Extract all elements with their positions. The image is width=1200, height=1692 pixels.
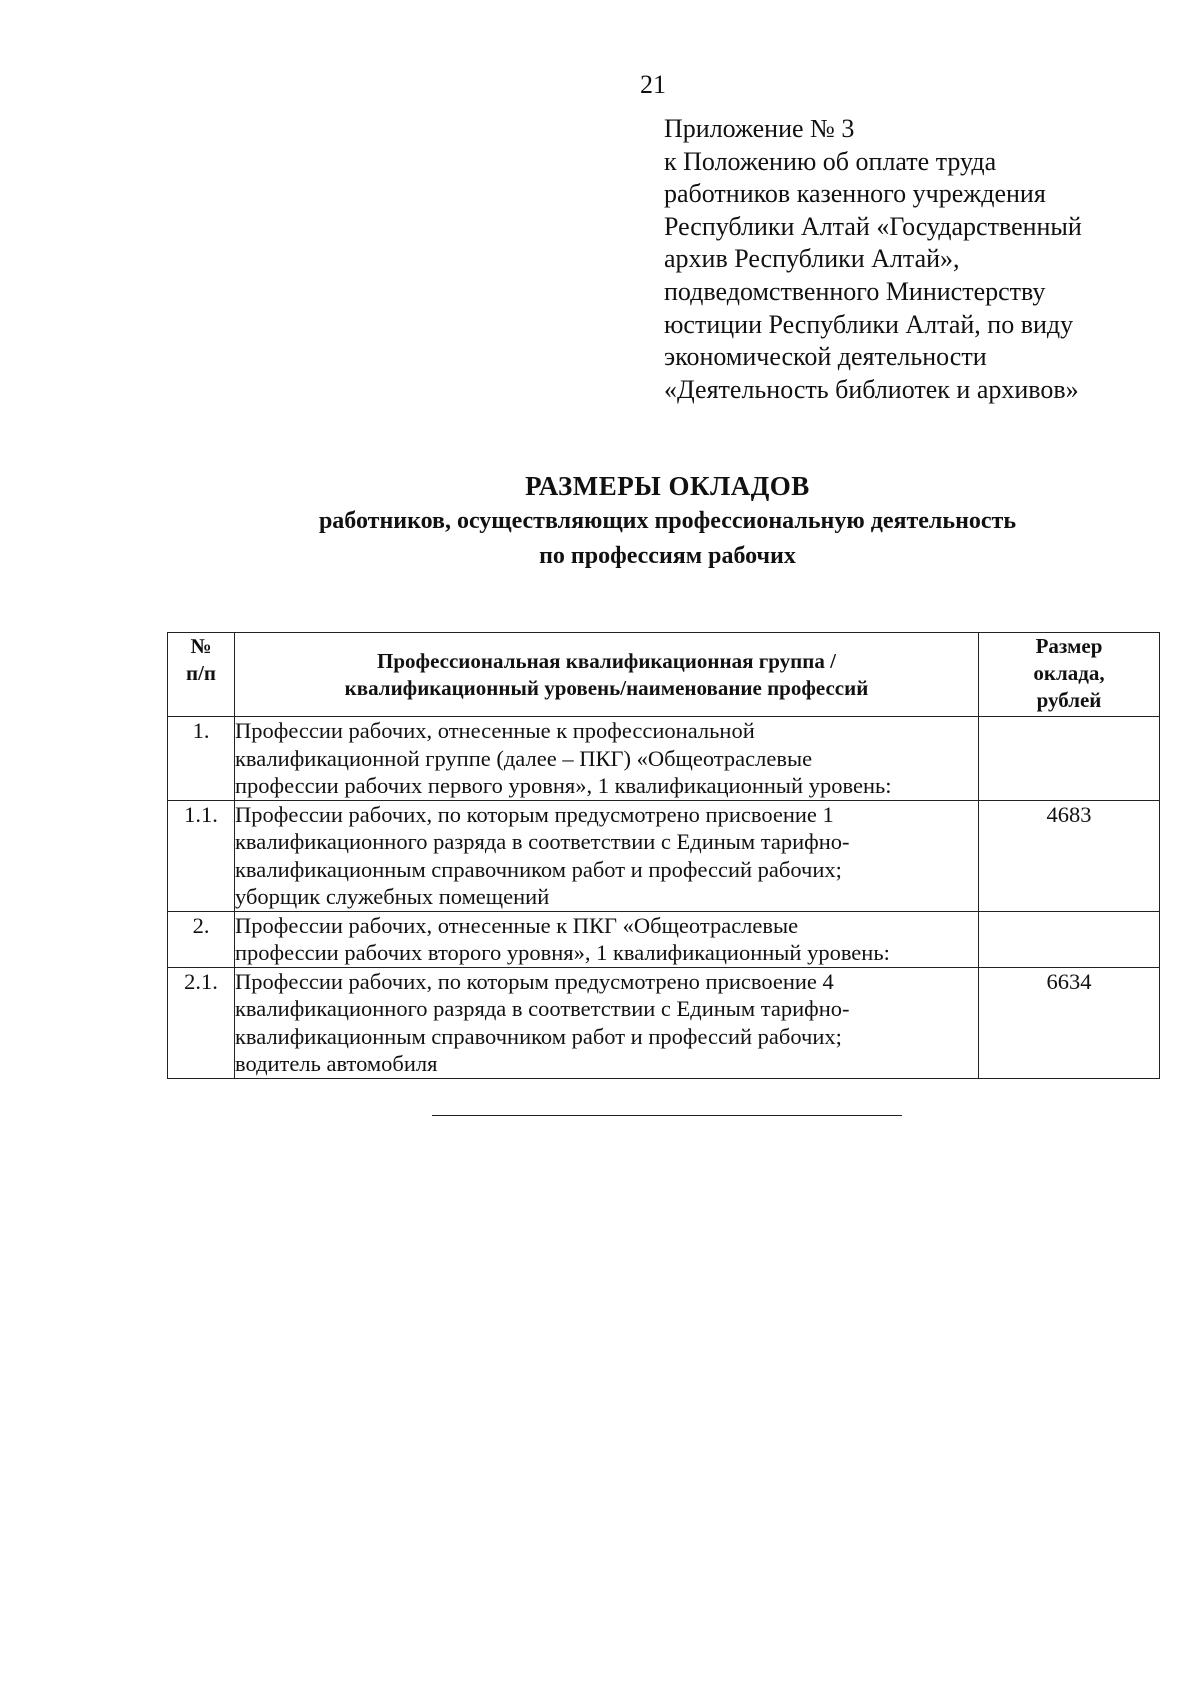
title-main: РАЗМЕРЫ ОКЛАДОВ — [525, 471, 810, 501]
appendix-line: к Положению об оплате труда — [664, 146, 997, 176]
title-subtitle-line: работников, осуществляющих профессиональную деятельность — [318, 508, 1017, 534]
row-description-line: квалификационного разряда в соответствии с Единым тарифно- — [235, 829, 850, 854]
header-salary-line: рублей — [1036, 688, 1102, 712]
row-description — [235, 911, 979, 967]
header-number — [168, 633, 235, 717]
row-description-line: Профессии рабочих, по которым предусмотрено присвоение 1 — [235, 801, 834, 827]
row-number: 2. — [168, 911, 235, 967]
row-description-line: профессии рабочих первого уровня», 1 квалификационный уровень: — [235, 773, 892, 798]
row-description-line: квалификационным справочником работ и профессий рабочих; — [235, 856, 842, 882]
header-qualification-line: Профессиональная квалификационная группа / — [377, 648, 836, 673]
table-row — [168, 717, 1160, 801]
table-row — [168, 967, 1160, 1078]
row-description-line: квалификационным справочником работ и профессий рабочих; — [235, 1023, 842, 1049]
row-description — [235, 717, 979, 801]
row-description — [235, 800, 979, 911]
header-qualification-group — [235, 633, 979, 717]
row-number: 1.1. — [168, 800, 235, 911]
document-title — [150, 468, 1185, 574]
header-number-line: п/п — [185, 661, 217, 685]
row-description-line: Профессии рабочих, отнесенные к ПКГ «Общеотраслевые — [235, 912, 799, 938]
row-description-line: Профессии рабочих, по которым предусмотрено присвоение 4 — [235, 968, 834, 994]
appendix-line: архив Республики Алтай», — [664, 244, 960, 274]
row-description-line: водитель автомобиля — [235, 1051, 438, 1076]
row-number: 2.1. — [168, 967, 235, 1078]
page-number: 21 — [640, 70, 666, 99]
row-description-line: квалификационной группе (далее – ПКГ) «Общеотраслевые — [235, 745, 813, 771]
table-row — [168, 911, 1160, 967]
row-description-line: Профессии рабочих, отнесенные к профессиональной — [235, 718, 755, 743]
row-description-line: квалификационного разряда в соответствии с Единым тарифно- — [235, 996, 850, 1021]
header-number-line: № — [190, 634, 212, 658]
appendix-line: «Деятельность библиотек и архивов» — [664, 374, 1079, 404]
appendix-line: работников казенного учреждения — [664, 179, 1046, 209]
row-salary — [979, 911, 1160, 967]
row-salary — [979, 717, 1160, 801]
row-description-line: профессии рабочих второго уровня», 1 квалификационный уровень: — [235, 940, 890, 965]
appendix-line: экономической деятельности — [664, 342, 987, 372]
row-description-line: уборщик служебных помещений — [235, 884, 550, 909]
table-row — [168, 800, 1160, 911]
row-salary: 4683 — [979, 800, 1160, 911]
row-description — [235, 967, 979, 1078]
appendix-line: Приложение № 3 — [664, 114, 855, 143]
appendix-line: подведомственного Министерству — [664, 276, 1046, 306]
title-subtitle-line: по профессиям рабочих — [539, 543, 796, 569]
header-qualification-line: квалификационный уровень/наименование профессий — [344, 675, 869, 700]
row-number: 1. — [168, 717, 235, 801]
row-salary: 6634 — [979, 967, 1160, 1078]
header-salary — [979, 633, 1160, 717]
appendix-header — [664, 113, 1164, 406]
header-salary-line: оклада, — [1033, 661, 1105, 685]
closing-rule — [432, 1115, 902, 1116]
header-salary-line: Размер — [1035, 634, 1103, 658]
salary-table — [167, 632, 1160, 1079]
table-header-row — [168, 633, 1160, 717]
appendix-line: юстиции Республики Алтай, по виду — [664, 309, 1074, 339]
appendix-line: Республики Алтай «Государственный — [664, 211, 1082, 241]
